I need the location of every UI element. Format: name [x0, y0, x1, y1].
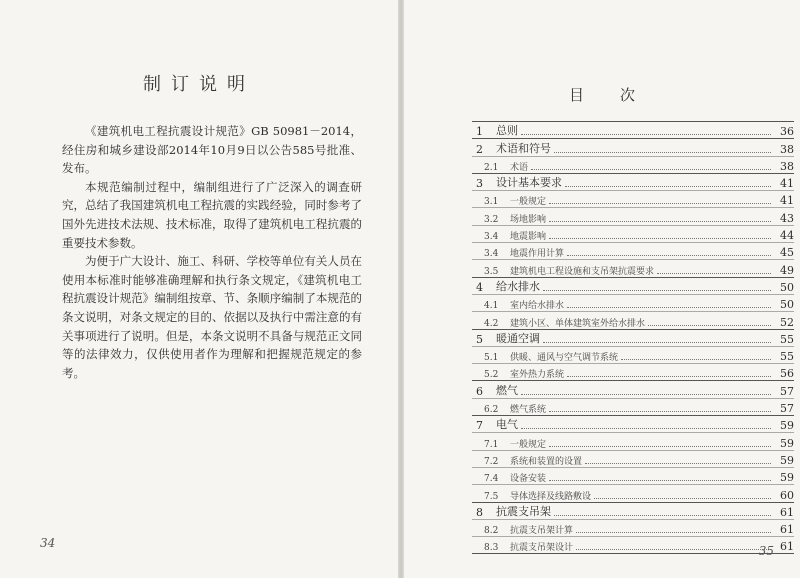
toc-entry-number: 3.4: [484, 249, 499, 260]
toc-entry-title: 导体选择及线路敷设: [510, 491, 592, 502]
toc-entry[interactable]: [472, 380, 794, 397]
toc-entry-number: 1: [476, 125, 483, 139]
toc-entry-title: 抗震支吊架计算: [510, 526, 574, 537]
toc-entry[interactable]: [472, 294, 794, 311]
paragraph-1: 《建筑机电工程抗震设计规范》GB 50981－2014，经住房和城乡建设部2014年10月9日以公告585号批准、发布。: [62, 124, 362, 176]
toc-entry-number: 8.3: [484, 543, 499, 554]
left-page-number: 34: [40, 536, 56, 550]
toc-entry-page: 38: [780, 142, 794, 156]
toc-entry-title: 给水排水: [496, 279, 540, 293]
toc-entry-number: 6.2: [484, 405, 499, 416]
toc-entry-page: 36: [780, 125, 794, 139]
toc-entry-number: 7.5: [484, 491, 499, 502]
toc-entry-number: 2: [476, 142, 483, 156]
toc-dot-leader: [621, 359, 771, 360]
toc-entry-page: 45: [780, 246, 794, 260]
toc-entry[interactable]: [472, 329, 794, 346]
paragraph-3: 为便于广大设计、施工、科研、学校等单位有关人员在使用本标准时能够准确理解和执行条文规定，《建筑机电工程抗震设计规范》编制组按章、节、条顺序编制了本规范的条文说明，对条文规定的目的、依据以及执行中需注意的有关事项进行了说明。但是，本条文说明不具备与规范正文同等的法律效力，仅供使用者作为理解和把握规范规定的参考。: [62, 254, 362, 380]
toc-entry-title: 地震作用计算: [510, 249, 565, 260]
toc-entry-number: 8: [476, 505, 483, 519]
toc-entry-page: 59: [780, 453, 794, 467]
toc-dot-leader: [567, 376, 771, 377]
toc-entry-page: 56: [780, 367, 794, 381]
toc-entry[interactable]: [472, 259, 794, 276]
toc-entry-title: 燃气系统: [510, 405, 547, 416]
left-page-body: [62, 122, 362, 382]
toc-entry-number: 5.1: [484, 353, 499, 364]
toc-entry-page: 61: [780, 523, 794, 537]
toc-entry[interactable]: [472, 173, 794, 190]
toc-entry[interactable]: [472, 415, 794, 432]
toc-entry-number: 4.1: [484, 301, 499, 312]
toc-entry-page: 57: [780, 402, 794, 416]
toc-entry-page: 61: [780, 505, 794, 519]
toc-entry[interactable]: [472, 450, 794, 467]
paragraph-2: 本规范编制过程中，编制组进行了广泛深入的调查研究，总结了我国建筑机电工程抗震的实践经验，同时参考了国外先进技术法规、技术标准，取得了建筑机电工程抗震的重要技术参数。: [62, 179, 362, 250]
toc-entry-title: 术语和符号: [496, 141, 551, 155]
toc-entry-number: 3.2: [484, 214, 499, 225]
toc-entry-page: 41: [780, 194, 794, 208]
toc-entry[interactable]: [472, 121, 794, 138]
right-page: [404, 0, 800, 578]
toc-entry[interactable]: [472, 242, 794, 259]
toc-entry-number: 5.2: [484, 370, 499, 381]
toc-entry-page: 44: [780, 229, 794, 243]
toc-entry[interactable]: [472, 502, 794, 519]
toc-dot-leader: [657, 273, 771, 274]
toc-entry[interactable]: [472, 363, 794, 380]
toc-dot-leader: [531, 169, 771, 170]
toc-entry-number: 5: [476, 332, 483, 346]
toc-dot-leader: [521, 428, 771, 429]
toc-dot-leader: [648, 325, 771, 326]
toc-entry-title: 抗震支吊架设计: [510, 543, 574, 554]
toc-dot-leader: [549, 203, 771, 204]
toc-entry[interactable]: [472, 484, 794, 501]
toc-dot-leader: [567, 255, 771, 256]
toc-entry-number: 2.1: [484, 162, 499, 173]
toc-entry[interactable]: [472, 467, 794, 484]
toc-dot-leader: [549, 221, 771, 222]
toc-dot-leader: [554, 152, 771, 153]
toc-bottom-rule: [472, 553, 794, 554]
toc-entry-number: 4: [476, 280, 483, 294]
toc-dot-leader: [594, 498, 771, 499]
toc-entry-number: 3: [476, 177, 483, 191]
toc-entry[interactable]: [472, 277, 794, 294]
toc-entry-title: 建筑小区、单体建筑室外给水排水: [510, 318, 646, 329]
toc-entry-number: 3.4: [484, 232, 499, 243]
toc-entry-page: 57: [780, 384, 794, 398]
toc-entry-page: 59: [780, 419, 794, 433]
toc-dot-leader: [549, 480, 771, 481]
toc-entry-page: 55: [780, 332, 794, 346]
toc-entry[interactable]: [472, 156, 794, 173]
toc-entry-number: 7.4: [484, 474, 499, 485]
toc-entry-number: 4.2: [484, 318, 499, 329]
toc-dot-leader: [549, 446, 771, 447]
toc-entry-title: 供暖、通风与空气调节系统: [510, 353, 619, 364]
toc-dot-leader: [576, 532, 771, 533]
toc-entry[interactable]: [472, 346, 794, 363]
toc-entry-page: 52: [780, 315, 794, 329]
toc-entry-page: 50: [780, 298, 794, 312]
left-page-title: 制订说明: [143, 74, 255, 95]
toc-entry-page: 59: [780, 436, 794, 450]
toc-entry-title: 系统和装置的设置: [510, 456, 583, 467]
toc-dot-leader: [549, 238, 771, 239]
toc-entry-page: 41: [780, 177, 794, 191]
toc-entry[interactable]: [472, 225, 794, 242]
toc-entry-page: 60: [780, 488, 794, 502]
toc-dot-leader: [549, 411, 771, 412]
toc-entry[interactable]: [472, 207, 794, 224]
toc-entry-number: 7: [476, 419, 483, 433]
toc-dot-leader: [576, 549, 771, 550]
toc-entry-title: 建筑机电工程设施和支吊架抗震要求: [510, 266, 655, 277]
toc-dot-leader: [554, 515, 771, 516]
toc-entry-title: 室内给水排水: [510, 301, 565, 312]
toc-entry-title: 总则: [496, 124, 518, 138]
toc-entry-number: 7.1: [484, 439, 499, 450]
toc-entry-title: 地震影响: [510, 232, 547, 243]
toc-entry[interactable]: [472, 536, 794, 553]
toc-entry-title: 室外热力系统: [510, 370, 565, 381]
toc-entry-number: 3.1: [484, 197, 499, 208]
toc-dot-leader: [521, 394, 771, 395]
table-of-contents: [472, 121, 794, 554]
toc-entry-number: 6: [476, 384, 483, 398]
toc-entry-title: 场地影响: [510, 214, 547, 225]
toc-entry[interactable]: [472, 311, 794, 328]
toc-entry[interactable]: [472, 190, 794, 207]
toc-dot-leader: [543, 342, 771, 343]
left-page: [0, 0, 398, 578]
toc-entry-title: 抗震支吊架: [496, 504, 551, 518]
toc-entry-page: 38: [780, 159, 794, 173]
toc-entry-number: 8.2: [484, 526, 499, 537]
toc-entry-page: 61: [780, 540, 794, 554]
toc-dot-leader: [567, 307, 771, 308]
toc-entry-title: 电气: [496, 418, 518, 432]
toc-dot-leader: [565, 186, 771, 187]
toc-dot-leader: [585, 463, 771, 464]
toc-entry-page: 43: [780, 211, 794, 225]
toc-entry-title: 术语: [510, 162, 529, 173]
toc-entry[interactable]: [472, 398, 794, 415]
toc-entry-title: 一般规定: [510, 197, 547, 208]
toc-entry-page: 59: [780, 471, 794, 485]
toc-entry[interactable]: [472, 432, 794, 449]
toc-entry-number: 3.5: [484, 266, 499, 277]
toc-entry-title: 设备安装: [510, 474, 547, 485]
toc-entry-title: 一般规定: [510, 439, 547, 450]
toc-entry[interactable]: [472, 138, 794, 155]
toc-entry-page: 55: [780, 350, 794, 364]
toc-title: 目次: [568, 86, 671, 104]
toc-entry-title: 暖通空调: [496, 331, 540, 345]
toc-entry-page: 50: [780, 280, 794, 294]
toc-dot-leader: [521, 134, 771, 135]
toc-entry-page: 49: [780, 263, 794, 277]
right-page-number: 35: [758, 544, 774, 558]
toc-entry-title: 设计基本要求: [496, 176, 562, 190]
toc-entry-title: 燃气: [496, 383, 518, 397]
toc-entry-number: 7.2: [484, 456, 499, 467]
toc-dot-leader: [543, 290, 771, 291]
toc-entry[interactable]: [472, 519, 794, 536]
